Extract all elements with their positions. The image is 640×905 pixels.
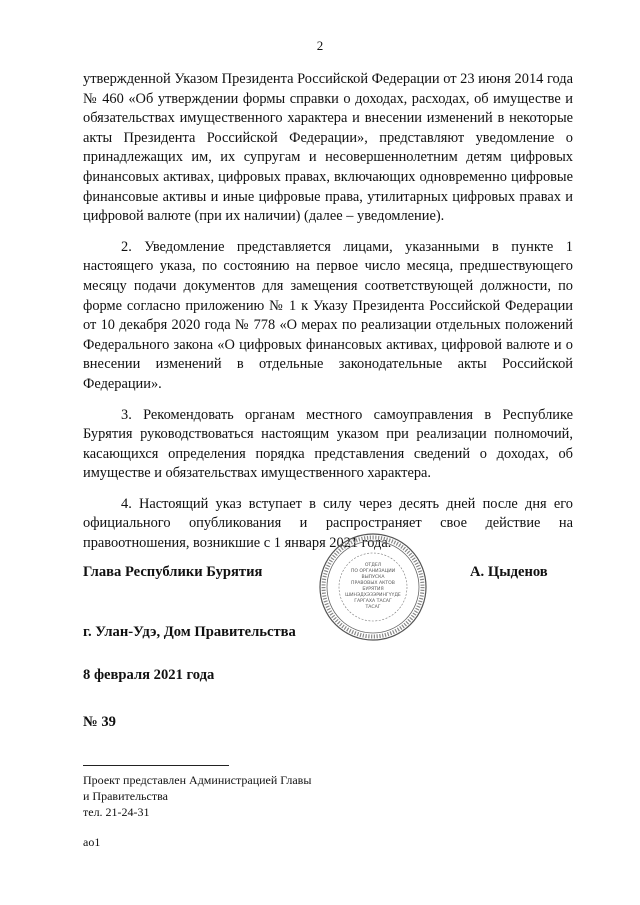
paragraph-continued: утвержденной Указом Президента Российской Федерации от 23 июня 2014 года № 460 «Об утверждении формы справки о доходах, расходах, об имуществе и обязательствах имущественного характера и внесении изменений в некоторые акты Президента Российской Федерации», представляют уведомление о принадлежащих им, их супругам и несовершеннолетним детям цифровых финансовых активах, цифровых правах, включающих одновременно цифровые финансовые активы и иные цифровые права, утилитарных цифровых правах и цифровой валюте (при их наличии) (далее – уведомление).: [83, 71, 573, 225]
seal-line: ГАРГАХА ТАСАГ: [354, 599, 392, 604]
seal-line: ШИНЭДХЭЗЭРИНГҮҮДЕ: [345, 593, 401, 598]
footnote-line: и Правительства: [83, 789, 168, 803]
seal-line: БУРЯТИЯ: [362, 587, 384, 592]
official-seal-stamp: [318, 532, 428, 642]
document-code: ao1: [83, 835, 101, 849]
seal-line: ВЫПУСКА: [361, 575, 385, 580]
signing-place: г. Улан-Удэ, Дом Правительства: [83, 624, 296, 640]
seal-line: ПРАВОВЫХ АКТОВ: [351, 581, 395, 586]
footnote-line: Проект представлен Администрацией Главы: [83, 773, 312, 787]
paragraph-4: 4. Настоящий указ вступает в силу через десять дней после дня его официального опубликования и распространяет свое действие на правоотношения, возникшие с 1 января 2021 года.: [83, 495, 573, 552]
decree-number: № 39: [83, 714, 116, 730]
footnote-line: тел. 21-24-31: [83, 805, 150, 819]
signatory-name: А. Цыденов: [470, 564, 548, 580]
signing-date: 8 февраля 2021 года: [83, 667, 215, 683]
seal-line: ОТДЕЛ: [364, 563, 382, 568]
signatory-position: Глава Республики Бурятия: [83, 564, 263, 580]
paragraph-2: 2. Уведомление представляется лицами, указанными в пункте 1 настоящего указа, по состоянию на первое число месяца, предшествующего месяцу подачи документов для замещения соответствующей должности, по форме согласно приложению № 1 к Указу Президента Российской Федерации от 10 декабря 2020 года № 778 «О мерах по реализации отдельных положений Федерального закона «О цифровых финансовых активах, цифровой валюте и о внесении изменений в отдельные законодательные акты Российской Федерации».: [83, 238, 573, 392]
document-body: [83, 70, 573, 565]
paragraph-3: 3. Рекомендовать органам местного самоуправления в Республике Бурятия руководствоваться настоящим указом при реализации полномочий, касающихся определения порядка представления сведений о доходах, об имуществе и обязательствах имущественного характера.: [83, 406, 573, 482]
seal-line: ТАСАГ: [365, 605, 381, 610]
footnote-divider: [83, 765, 229, 766]
page-number: 2: [316, 38, 324, 53]
seal-line: ПО ОРГАНИЗАЦИИ: [350, 569, 396, 574]
footnote: [83, 772, 311, 820]
